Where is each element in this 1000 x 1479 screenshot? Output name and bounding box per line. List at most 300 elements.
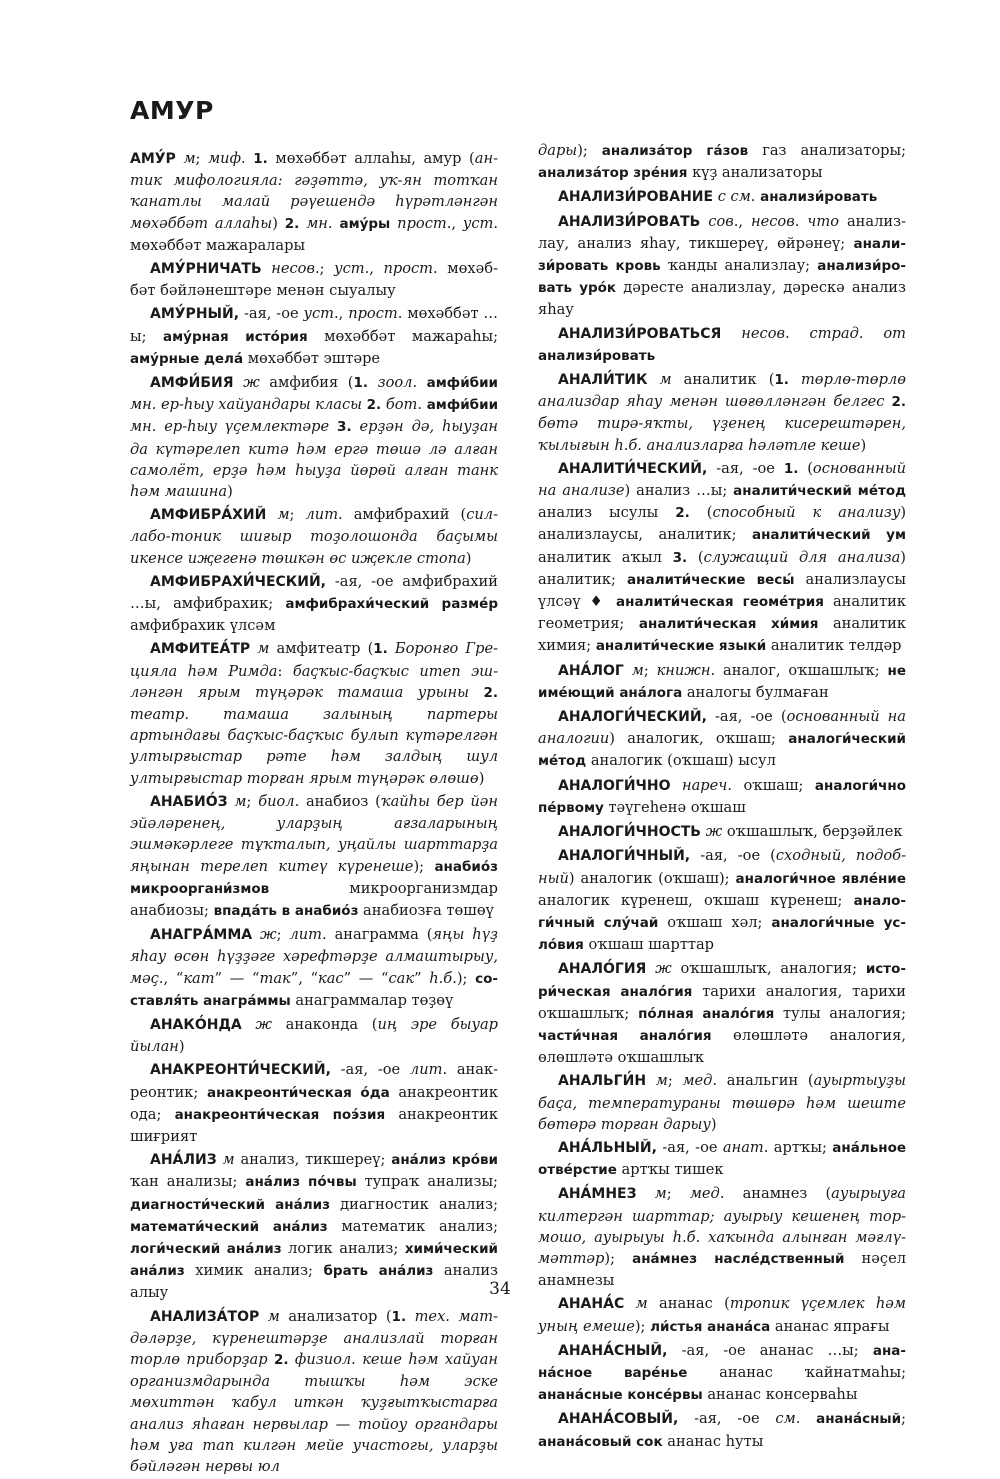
dictionary-entry — [538, 958, 906, 1068]
gloss-italic: нареч — [681, 776, 728, 794]
definition-text — [624, 662, 632, 679]
dictionary-entry — [538, 1340, 906, 1407]
definition-text: дәресте анализлау, дәрескә анализ яһау — [538, 279, 906, 319]
phrase: 2. — [483, 684, 499, 701]
definition-text: ; — [195, 150, 209, 167]
definition-text: аналитик телдәр — [766, 637, 902, 655]
dictionary-entry — [538, 458, 906, 658]
headword: АНА́ЛОГ — [558, 662, 624, 679]
gloss-italic: так — [259, 969, 291, 987]
gloss-italic: м — [654, 1185, 667, 1203]
dictionary-entry — [538, 1293, 906, 1337]
phrase: амфи́бии — [426, 375, 498, 392]
dictionary-entry — [538, 1137, 906, 1181]
phrase: амфи́бии — [426, 397, 499, 414]
definition-text: амфибия ( — [259, 374, 354, 392]
definition-text — [329, 418, 337, 435]
phrase: части́чная анало́гия — [538, 1027, 712, 1044]
phrase: аналити́ческая геоме́трия — [616, 594, 824, 611]
definition-text: ” — [414, 969, 430, 987]
definition-text: анализлаусы үлсәү ♦ — [538, 570, 906, 611]
gloss-italic: мн. ер-һыу хайуандары класы — [130, 396, 362, 414]
definition-text — [266, 506, 277, 523]
definition-text: ); — [413, 857, 435, 875]
gloss-italic: ерҙән дә, һыуҙан да күтәрелеп китә һәм ергә төшә лә алған самолёт, ерҙә һәм һыуҙа йөрөй алған танк һәм машина — [130, 418, 499, 501]
definition-text — [234, 374, 244, 391]
dictionary-entry — [538, 1408, 906, 1452]
dictionary-entry — [130, 571, 498, 637]
definition-text — [469, 684, 483, 701]
definition-text: анализ алыу — [130, 1262, 499, 1302]
gloss-italic: м — [267, 1307, 280, 1325]
gloss-italic: книжн — [656, 661, 711, 679]
phrase: ана́мнез насле́дственный — [632, 1250, 845, 1267]
headword: АНА́ЛИЗ — [150, 1152, 217, 1169]
phrase: аналоги́чный слу́чай — [538, 892, 906, 931]
gloss-italic: ж — [260, 926, 277, 944]
phrase: аму́рная исто́рия — [163, 328, 308, 345]
definition-text: мөхәббәт мажараһы; — [307, 327, 499, 345]
definition-text: ананас ( — [647, 1295, 730, 1313]
dictionary-entry — [538, 323, 906, 367]
definition-text: химик анализ; — [184, 1262, 324, 1280]
gloss-italic: сов — [708, 212, 734, 230]
definition-text: ; — [276, 926, 290, 944]
phrase: аналити́ческий ум — [751, 527, 906, 544]
gloss-italic: тропик үҫемлек һәм уның емеше — [538, 1295, 907, 1335]
definition-text: өлөшләтә аналогия, өлөшләтә оҡшашлыҡ — [538, 1026, 906, 1067]
headword: АНАЛИТИ́ЧЕСКИЙ, — [558, 460, 708, 477]
definition-text: ); — [634, 1317, 651, 1335]
gloss-italic: бөтә тирә-яҡты, үҙенең кисерештәрен, ҡылығын һ.б. анализларға һәләтле кеше — [538, 415, 906, 454]
phrase: не име́ющий ана́лога — [538, 662, 907, 701]
headword: АНА́ЛЬНЫЙ, — [558, 1139, 657, 1156]
gloss-italic: м — [234, 792, 247, 810]
definition-text: күҙ анализаторы — [687, 164, 823, 182]
headword: АНАГРА́ММА — [150, 927, 253, 944]
definition-text: анализ ысулы — [538, 504, 676, 522]
gloss-italic: сак — [388, 969, 415, 987]
phrase: диагности́ческий ана́лиз — [130, 1196, 330, 1213]
definition-text: . амфибрахий ( — [338, 506, 467, 524]
dictionary-entry — [130, 258, 498, 301]
gloss-italic: с см — [717, 188, 751, 206]
dictionary-entry — [130, 1014, 498, 1057]
definition-text: оҡшашлыҡ, берҙәйлек — [722, 823, 903, 841]
phrase: 1. — [391, 1308, 407, 1325]
gloss-italic: физиол. кеше һәм хайуан организмдарында тышҡы һәм эске мөхиттән ҡабул иткән ҡуҙғытҡыстарға анализ яһаған нервылар — тойоу органдары һәм уға тап килгән мейе участогы, уларҙы бәйләгән нервы юл — [130, 1350, 499, 1475]
definition-text: анабиозға төшөү — [358, 901, 494, 919]
gloss-italic: м — [655, 1072, 668, 1090]
definition-text: ананас һуты — [662, 1432, 764, 1450]
definition-text: -ая, -ое ( — [690, 847, 776, 865]
gloss-italic: уст — [303, 305, 335, 323]
phrase: математи́ческий ана́лиз — [130, 1218, 328, 1235]
definition-text: . анамнез ( — [719, 1185, 832, 1203]
phrase: анализи́ровать — [760, 189, 878, 206]
phrase: анана́сное варе́нье — [538, 1342, 906, 1381]
dictionary-entry — [538, 140, 906, 184]
definition-text: ) — [860, 436, 867, 454]
definition-text: . анальгин ( — [712, 1072, 814, 1090]
headword: АНАБИО́З — [150, 793, 228, 810]
right-column — [538, 140, 906, 1455]
definition-text: аналогик (оҡшаш) ысул — [586, 752, 776, 770]
gloss-italic: м — [277, 506, 290, 524]
definition-text — [262, 260, 272, 277]
definition-text: аналитик ( — [671, 371, 775, 389]
definition-text: оҡшаш хәл; — [658, 913, 772, 931]
dictionary-entry — [130, 148, 498, 256]
phrase: 1. — [373, 641, 388, 658]
dictionary-entry — [130, 791, 498, 922]
gloss-italic: прост — [397, 214, 447, 232]
definition-text: -ая, -ое — [656, 1138, 723, 1156]
definition-text: : — [277, 662, 293, 680]
gloss-italic: уст — [334, 260, 365, 278]
definition-text: . — [795, 1410, 817, 1428]
definition-text: анакреонтик шиғрият — [130, 1105, 498, 1145]
definition-text: ананас консерваһы — [702, 1386, 858, 1404]
definition-text: .); — [452, 969, 476, 987]
headword: АНАЛОГИ́ЧНОСТЬ — [558, 824, 701, 841]
definition-text — [637, 1185, 655, 1202]
definition-text: ( — [689, 504, 713, 522]
phrase: анализи́ровать уро́к — [538, 258, 906, 297]
definition-text — [646, 1072, 656, 1089]
definition-text: . оҡшаш; — [727, 776, 815, 794]
definition-text: диагностик анализ; — [329, 1195, 498, 1213]
definition-text: аналитик аҡыл — [538, 548, 673, 566]
definition-text: ) — [227, 483, 233, 501]
phrase: ана́лиз по́чвы — [245, 1174, 357, 1191]
phrase: брать ана́лиз — [323, 1263, 434, 1280]
gloss-italic: ж — [255, 1015, 273, 1033]
phrase: аналоги́ческий ме́тод — [538, 731, 906, 770]
definition-text: ; — [289, 506, 306, 524]
dictionary-entry — [538, 706, 906, 773]
definition-text — [789, 371, 801, 388]
definition-text: . анакреонтик; — [130, 1061, 499, 1101]
gloss-italic: яңы һүҙ яһау өсөн һүҙҙәге хәрефтәрҙе алмаштырыу, мәҫ — [130, 926, 498, 987]
gloss-italic: мн — [306, 214, 328, 232]
gloss-italic: ҡайһы бер йән эйәләренең, уларҙың ағзаларының эшмәкәрлеге тұҡталып, уңайлы шарттарҙа яңынан терелеп китеү күренеше — [130, 792, 499, 875]
definition-text: ( — [687, 548, 704, 566]
definition-text: . анабиоз ( — [294, 792, 381, 810]
headword: АНАЛИЗИ́РОВАНИЕ — [558, 189, 714, 206]
gloss-italic: кат — [183, 969, 215, 987]
gloss-italic: основанный на анализе — [538, 459, 906, 500]
gloss-italic: см — [775, 1410, 796, 1428]
definition-text: ., — [364, 260, 384, 278]
gloss-italic: м — [631, 661, 644, 679]
definition-text: -ая, -ое — [678, 1410, 776, 1428]
definition-text: анакреонтик ода; — [130, 1083, 498, 1123]
dictionary-entry — [538, 1070, 906, 1135]
definition-text: ); — [577, 142, 602, 159]
gloss-italic: ауыртыуҙы баҫа, температураны төшөрә һәм шеште бөтөрә торған дарыу — [538, 1072, 906, 1133]
dictionary-entry — [130, 638, 498, 788]
gloss-italic: анат — [722, 1138, 764, 1156]
definition-text: . — [750, 188, 761, 206]
headword: АНАЛЬГИ́Н — [558, 1073, 647, 1090]
definition-text: ., “ — [158, 969, 184, 987]
definition-text: . мөхәббәт бәйләнештәре менән сыуалыу — [130, 260, 499, 300]
gloss-italic: ж — [655, 960, 672, 978]
definition-text: -ая, -ое амфибрахий …ы, амфибрахик; — [130, 572, 498, 613]
definition-text: ) — [272, 214, 285, 232]
phrase: амфибрахи́ческий разме́р — [285, 596, 499, 613]
gloss-italic: зоол — [377, 374, 413, 392]
definition-text: . — [794, 212, 808, 230]
definition-text: аналитик химия; — [538, 615, 906, 655]
gloss-italic: төрлө-төрлө анализдар яһау менән шөғөлләнгән белгес — [538, 371, 906, 411]
definition-text — [646, 960, 655, 977]
definition-text: нәҫел анамнезы — [538, 1249, 906, 1290]
phrase: анана́сный — [816, 1411, 902, 1428]
gloss-italic: дары — [538, 142, 578, 159]
definition-text: ); — [604, 1249, 633, 1267]
phrase: логи́ческий ана́лиз — [130, 1240, 282, 1257]
definition-text — [388, 640, 395, 657]
definition-text: ҡанды анализлау; — [660, 257, 818, 275]
definition-text — [671, 777, 682, 794]
headword: АНАЛО́ГИЯ — [558, 961, 647, 978]
gloss-italic: биол — [258, 792, 295, 810]
phrase: анакреонти́ческая о́да — [206, 1084, 390, 1101]
definition-text — [647, 371, 659, 388]
phrase: 2. — [284, 215, 300, 232]
phrase: ана́льное отве́рстие — [538, 1139, 906, 1179]
phrase: анализа́тор га́зов — [601, 143, 749, 159]
definition-text: . — [327, 214, 340, 232]
gloss-italic: тех. матдәләрҙе, күренештәрҙе анализлай торған торлө приборҙар — [130, 1307, 499, 1368]
gloss-italic: несов — [271, 260, 315, 278]
phrase: 2. — [675, 505, 690, 522]
dictionary-entry — [130, 924, 498, 1012]
definition-text: -ая, -ое ( — [706, 708, 787, 726]
definition-text: ; — [643, 661, 657, 679]
definition-text: . мөхәббәт мажаралары — [130, 214, 499, 254]
phrase: аналити́ческая хи́мия — [638, 616, 819, 633]
definition-text: логик анализ; — [281, 1239, 405, 1257]
definition-text: ) — [178, 1038, 185, 1056]
definition-text: ( — [798, 459, 813, 477]
gloss-italic: ауырыуға килтергән шарттар; ауырыу кешенең тормошо, ауырыуы һ.б. хаҡында алынған мәғлүмәттәр — [538, 1185, 906, 1267]
headword: АНАЛОГИ́ЧЕСКИЙ, — [558, 709, 707, 726]
phrase: аму́ры — [339, 215, 391, 232]
dictionary-entry — [130, 504, 498, 569]
definition-text: ; — [901, 1410, 907, 1428]
definition-text: . аналог, оҡшашлыҡ; — [710, 661, 888, 679]
headword: АМУ́РНИЧАТЬ — [150, 261, 262, 278]
phrase: 1. — [783, 460, 799, 477]
dictionary-entry — [538, 186, 906, 208]
definition-text: оҡшашлыҡ, аналогия; — [671, 960, 866, 978]
phrase: 2. — [891, 394, 907, 411]
headword: АНАЛИЗИ́РОВАТЬСЯ — [558, 325, 722, 342]
definition-text: ., — [733, 212, 751, 230]
gloss-italic: театр. тамаша залының партеры артындағы баҫҡыс-баҫҡыс булып күтәрелгән ултырғыстар рәте һәм залдың шул ултырғыстар торған ярым түңәрәк өлөшө — [130, 706, 498, 787]
definition-text — [368, 374, 378, 391]
definition-text — [259, 1308, 268, 1325]
definition-text: анализлау, анализ яһау, тикшереү, өйрәнеү; — [538, 212, 906, 252]
gloss-italic: лит — [289, 926, 323, 944]
definition-text: артҡы тишек — [616, 1161, 724, 1179]
definition-text: тупраҡ анализы; — [356, 1173, 498, 1191]
definition-text: -ая, -ое — [707, 459, 784, 477]
definition-text: .; — [314, 260, 335, 278]
definition-text: ) аналогик, оҡшаш; — [609, 730, 789, 748]
gloss-italic: Боронғо Грецияла һәм Римда — [130, 640, 499, 680]
phrase: 1. — [353, 375, 369, 392]
phrase: аналоги́чные усло́вия — [538, 914, 906, 954]
headword: АНАЛОГИ́ЧНО — [558, 777, 671, 794]
gloss-italic: лит — [305, 506, 339, 524]
definition-text: ананас ҡайнатмаһы; — [687, 1363, 906, 1381]
gloss-italic: прост — [348, 305, 398, 323]
definition-text: ) — [710, 1115, 717, 1133]
gloss-italic: м — [222, 1151, 235, 1169]
definition-text: газ анализаторы; — [748, 142, 906, 159]
definition-text: анаконда ( — [272, 1015, 378, 1033]
definition-text: ) анализ …ы; — [624, 482, 734, 500]
headword: АНАЛОГИ́ЧНЫЙ, — [558, 848, 691, 865]
phrase: анакреонти́ческая поэ́зия — [174, 1106, 386, 1123]
definition-text — [721, 325, 741, 342]
phrase: анана́сные консе́рвы — [538, 1387, 703, 1404]
phrase: аналити́ческий ме́тод — [733, 483, 906, 500]
definition-text: аналогик күренеш, оҡшаш күренеш; — [538, 891, 854, 909]
headword: АМФИТЕА́ТР — [150, 641, 251, 658]
phrase: аналоги́чное явле́ние — [735, 870, 906, 887]
definition-text: анаграммалар төҙөү — [290, 991, 454, 1009]
gloss-italic: сходный, подобный — [538, 847, 906, 887]
phrase: аналоги́чно пе́рвому — [538, 777, 906, 816]
phrase: ли́стья анана́са — [650, 1318, 771, 1335]
phrase: 3. — [672, 549, 688, 566]
definition-text: ) — [465, 549, 472, 567]
dictionary-entry — [130, 372, 498, 502]
headword: АНАКО́НДА — [150, 1016, 242, 1033]
headword: АМФИБРА́ХИЙ — [150, 507, 267, 524]
gloss-italic: основанный на аналогии — [538, 708, 906, 748]
definition-text: ., — [334, 305, 349, 323]
dictionary-entry — [538, 821, 906, 843]
definition-text: математик анализ; — [327, 1217, 498, 1235]
gloss-italic: иң эре быуар йылан — [130, 1015, 499, 1056]
definition-text: . — [412, 374, 427, 392]
gloss-italic: бот — [385, 396, 418, 414]
definition-text: ) — [478, 769, 485, 787]
definition-text: ., — [446, 214, 463, 232]
gloss-italic: баҫҡыс-баҫҡыс итеп эшләнгән ярым түңәрәк тамаша урыны — [130, 662, 499, 701]
dictionary-entry — [538, 660, 906, 704]
definition-text: анализ, тикшереү; — [234, 1151, 392, 1169]
definition-text: ; — [667, 1072, 683, 1090]
definition-text: . — [417, 396, 427, 414]
phrase: анализи́ровать кровь — [538, 235, 906, 275]
definition-text: аналогы булмаған — [682, 683, 829, 701]
gloss-italic: антик мифологияла: гәҙәттә, уҡ-ян тотҡан ҡанатлы малай рәүешендә һүрәтләнгән мөхәббәт аллаһы — [130, 150, 499, 232]
definition-text: ”, “ — [290, 969, 319, 987]
definition-text: -ая, -ое — [239, 305, 304, 323]
gloss-italic: һ.б — [429, 969, 453, 987]
phrase: 3. — [337, 419, 352, 436]
dictionary-entry — [538, 775, 906, 819]
page-header: АМУР — [130, 96, 214, 125]
gloss-italic: м — [183, 150, 196, 167]
gloss-italic: прост — [383, 260, 434, 278]
definition-text: ; — [246, 792, 259, 810]
headword: АМФИБРАХИ́ЧЕСКИЙ, — [150, 573, 326, 590]
definition-text: ) аналитик; — [538, 548, 906, 588]
phrase: хими́ческий ана́лиз — [130, 1240, 498, 1280]
dictionary-entry — [538, 845, 906, 956]
gloss-italic: миф — [208, 150, 241, 167]
headword: АНАЛИЗА́ТОР — [150, 1308, 260, 1325]
phrase: анализа́тор зре́ния — [538, 165, 688, 182]
definition-text: -ая, -ое — [330, 1061, 410, 1079]
definition-text — [406, 1308, 415, 1325]
definition-text: амфитеатр ( — [269, 640, 374, 658]
gloss-italic: силлабо-тоник шиғыр тоҙолошонда баҫымы икенсе иҗегенә төшкән өс иҗекле стопа — [130, 506, 499, 567]
definition-text: ” — “ — [343, 969, 389, 987]
definition-text: тәүгеһенә оҡшаш — [603, 798, 746, 816]
definition-text: ананас япрағы — [770, 1317, 890, 1335]
definition-text: микроорганизмдар анабиозы; — [130, 879, 498, 919]
phrase: 1. — [253, 151, 268, 167]
definition-text: ҡан анализы; — [130, 1173, 246, 1191]
gloss-italic: способный к анализу — [712, 504, 901, 522]
definition-text — [252, 926, 260, 943]
phrase: анабио́з микрооргани́змов — [130, 858, 498, 897]
definition-text: амфибрахик үлсәм — [130, 617, 276, 635]
headword: АНАКРЕОНТИ́ЧЕСКИЙ, — [150, 1062, 331, 1079]
gloss-italic: мн. ер-һыу үҫемлектәре — [130, 418, 330, 436]
definition-text: ) анализлаусы, аналитик; — [538, 504, 907, 544]
dictionary-entry — [538, 1183, 906, 1291]
gloss-italic: лит — [409, 1061, 443, 1079]
gloss-italic: несов — [750, 212, 795, 230]
phrase: по́лная анало́гия — [638, 1005, 775, 1022]
page-number: 34 — [489, 1279, 511, 1299]
definition-text: . анаграмма ( — [322, 926, 433, 944]
headword: АНАЛИЗИ́РОВАТЬ — [558, 213, 701, 230]
headword: АНАЛИ́ТИК — [558, 372, 648, 389]
headword: АНАНА́СОВЫЙ, — [558, 1411, 679, 1428]
definition-text: ; — [666, 1185, 690, 1203]
phrase: анализи́ровать — [538, 347, 656, 364]
headword: АМУ́Р — [130, 151, 176, 167]
gloss-italic: кас — [318, 969, 344, 987]
phrase: аналити́ческие языки́ — [595, 638, 767, 655]
definition-text: мөхәббәт аллаһы, амур ( — [267, 150, 475, 167]
phrase: истори́ческая анало́гия — [538, 961, 907, 1000]
definition-text — [242, 1016, 256, 1033]
definition-text: . мөхәббәт …ы; — [130, 305, 498, 345]
gloss-italic: несов. страд. от — [741, 324, 907, 342]
definition-text: мөхәббәт эштәре — [243, 349, 381, 367]
definition-text: ) аналогик (оҡшаш); — [568, 869, 736, 887]
phrase: 2. — [366, 397, 382, 414]
gloss-italic: ж — [243, 374, 260, 392]
phrase: анана́совый сок — [538, 1433, 663, 1450]
gloss-italic: ж — [705, 823, 723, 841]
headword: АМУ́РНЫЙ, — [150, 306, 240, 323]
gloss-italic: уст — [462, 214, 494, 232]
phrase: 2. — [274, 1351, 289, 1368]
